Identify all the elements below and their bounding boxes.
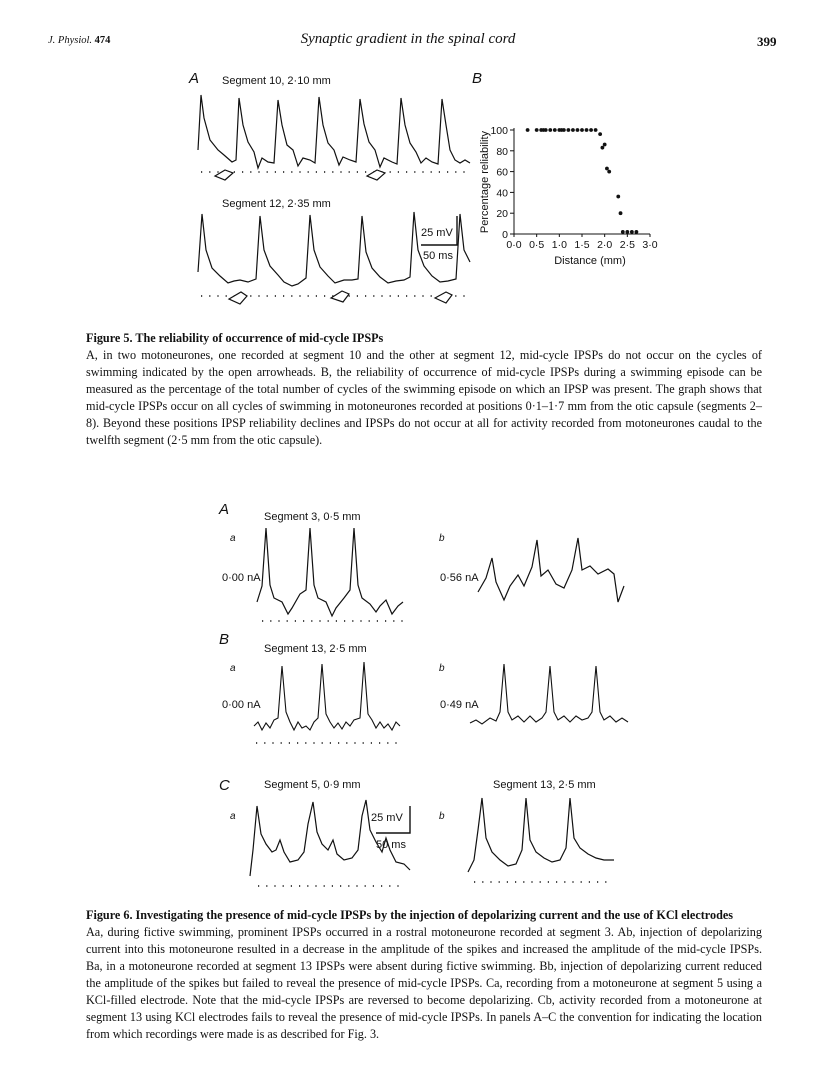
chart-point: [548, 128, 552, 132]
chart-points: [526, 128, 639, 234]
fig6-bb-sub: b: [439, 663, 445, 674]
fig6-cb-trace: [468, 798, 614, 872]
chart-y-label: Percentage reliability: [479, 130, 491, 234]
figure6-caption-body: Aa, during fictive swimming, prominent IPSPs occurred in a rostral motoneurone recorded at segment 3. Ab, injection of depolarizing current into this motoneurone resulted in a decrease in the amplitude of the spikes and increased the amplitude of the mid-cycle IPSPs. Ba, in a motoneurone recorded at segment 13 IPSPs were absent during fictive swimming. Bb, injection of depolarizing current reduced the amplitude of the spikes but failed to reveal the presence of mid-cycle IPSPs. Ca, recording from a motoneurone at segment 5 using a KCl-filled electrode. Note that the mid-cycle IPSPs are reversed to become depolarizing. Cb, activity recorded from a motoneurone at segment 13 using KCl electrodes fails to reveal the presence of mid-cycle IPSPs. In panels A–C the convention for indicating the location from which recordings were made is as described for Fig. 3.: [86, 925, 762, 1041]
fig6-panel-b-letter: B: [219, 631, 230, 648]
fig6-panel-a-letter: A: [219, 501, 230, 518]
open-arrowhead-icon: [435, 292, 452, 303]
chart-point: [571, 128, 575, 132]
chart-x-label: Distance (mm): [554, 255, 626, 267]
chart-y-tick-label: 100: [490, 125, 508, 137]
chart-point: [630, 230, 634, 234]
fig6-cb-sub: b: [439, 811, 445, 822]
figure6-graphic: [0, 490, 816, 900]
chart-y-tick-label: 80: [496, 145, 508, 158]
chart-point: [535, 128, 539, 132]
journal-title: J. Physiol.: [48, 35, 93, 46]
fig6-ab-sub: b: [439, 533, 445, 544]
chart-x-tick-label: 0·0: [506, 239, 522, 251]
chart-point: [603, 143, 607, 147]
fig6-ba-current: 0·00 nA: [222, 699, 261, 711]
journal-volume: 474: [94, 35, 111, 46]
chart-y-tick-label: 20: [496, 208, 508, 221]
chart-point: [619, 211, 623, 215]
fig6-scale-ms: 50 ms: [376, 839, 406, 851]
chart-point: [607, 170, 611, 174]
chart-point: [589, 128, 593, 132]
chart-point: [580, 128, 584, 132]
chart-point: [553, 128, 557, 132]
fig5-trace2: [198, 212, 470, 286]
chart-point: [526, 128, 530, 132]
chart-x-tick-label: 2·5: [619, 239, 635, 251]
fig6-scale-mv: 25 mV: [371, 812, 403, 824]
fig5-panel-b-letter: B: [472, 70, 483, 87]
fig5-trace2-label: Segment 12, 2·35 mm: [222, 198, 331, 210]
figure6-caption-title: Figure 6. Investigating the presence of mid-cycle IPSPs by the injection of depolarizing current and the use of KCl electrodes: [86, 908, 734, 922]
chart-point: [621, 230, 625, 234]
chart-y-tick-label: 60: [496, 166, 508, 179]
fig6-cb-label: Segment 13, 2·5 mm: [493, 779, 596, 791]
figure5-caption: [86, 330, 762, 449]
fig6-ba-trace: [254, 662, 400, 730]
chart-x-tick-label: 1·5: [574, 239, 590, 251]
fig5-trace1: [198, 95, 470, 168]
fig6-bb-current: 0·49 nA: [440, 699, 479, 711]
open-arrowhead-icon: [331, 291, 349, 302]
chart-y-tick-label: 0: [502, 229, 508, 241]
chart-x-tick-label: 1·0: [551, 239, 567, 251]
page-number: 399: [757, 34, 777, 49]
chart-point: [635, 230, 639, 234]
running-title: Synaptic gradient in the spinal cord: [300, 31, 516, 47]
chart-y-ticks: [490, 125, 514, 241]
fig5-panel-a-letter: A: [189, 70, 200, 87]
chart-point: [605, 167, 609, 171]
fig5-scale-mv: 25 mV: [421, 227, 453, 239]
fig6-ca-sub: a: [230, 811, 236, 822]
chart-point: [601, 146, 605, 150]
chart-point: [567, 128, 571, 132]
fig6-ab-trace: [478, 538, 624, 602]
chart-x-tick-label: 0·5: [529, 239, 545, 251]
chart-y-tick-label: 40: [496, 187, 508, 200]
figure5-graphic: [0, 0, 816, 330]
fig6-aa-sub: a: [230, 533, 236, 544]
chart-point: [544, 128, 548, 132]
fig6-ca-label: Segment 5, 0·9 mm: [264, 779, 361, 791]
chart-point: [598, 132, 602, 136]
fig6-scale-bar: [371, 806, 410, 851]
figure6-caption: [86, 907, 762, 1043]
figure5-caption-title: Figure 5. The reliability of occurrence of mid-cycle IPSPs: [86, 331, 384, 345]
open-arrowhead-icon: [367, 170, 385, 180]
chart-point: [594, 128, 598, 132]
chart-point: [616, 195, 620, 199]
fig6-ab-current: 0·56 nA: [440, 572, 479, 584]
fig5-open-arrowheads-2: [229, 291, 452, 304]
chart-x-tick-label: 3·0: [642, 239, 658, 251]
fig5-chart-b: [479, 125, 658, 267]
fig6-aa-current: 0·00 nA: [222, 572, 261, 584]
fig6-a-label: Segment 3, 0·5 mm: [264, 511, 361, 523]
open-arrowhead-icon: [229, 292, 247, 304]
chart-x-tick-label: 2·0: [597, 239, 613, 251]
chart-point: [585, 128, 589, 132]
figure5-caption-body: A, in two motoneurones, one recorded at segment 10 and the other at segment 12, mid-cycle IPSPs do not occur on the cycles of swimming indicated by the open arrowheads. B, the reliability of occurrence of mid-cycle IPSPs during a swimming episode can be measured as the percentage of the total number of cycles of the swimming episode on which an IPSP was present. The graph shows that mid-cycle IPSPs occur on all cycles of swimming in motoneurones recorded at positions 0·1–1·7 mm from the otic capsule (segments 2–8). Beyond these positions IPSP reliability declines and IPSPs do not occur at all for activity recorded from motoneurones caudal to the twelfth segment (2·5 mm from the otic capsule).: [86, 348, 762, 447]
chart-point: [562, 128, 566, 132]
chart-point: [625, 230, 629, 234]
fig6-bb-trace: [470, 664, 628, 724]
fig6-aa-trace: [257, 528, 403, 616]
fig6-b-label: Segment 13, 2·5 mm: [264, 643, 367, 655]
chart-x-ticks: [506, 234, 657, 251]
chart-point: [576, 128, 580, 132]
fig6-ba-sub: a: [230, 663, 236, 674]
fig5-trace1-label: Segment 10, 2·10 mm: [222, 75, 331, 87]
fig5-scale-ms: 50 ms: [423, 250, 453, 262]
fig6-panel-c-letter: C: [219, 777, 230, 794]
fig5-scale-bar: [421, 216, 457, 262]
